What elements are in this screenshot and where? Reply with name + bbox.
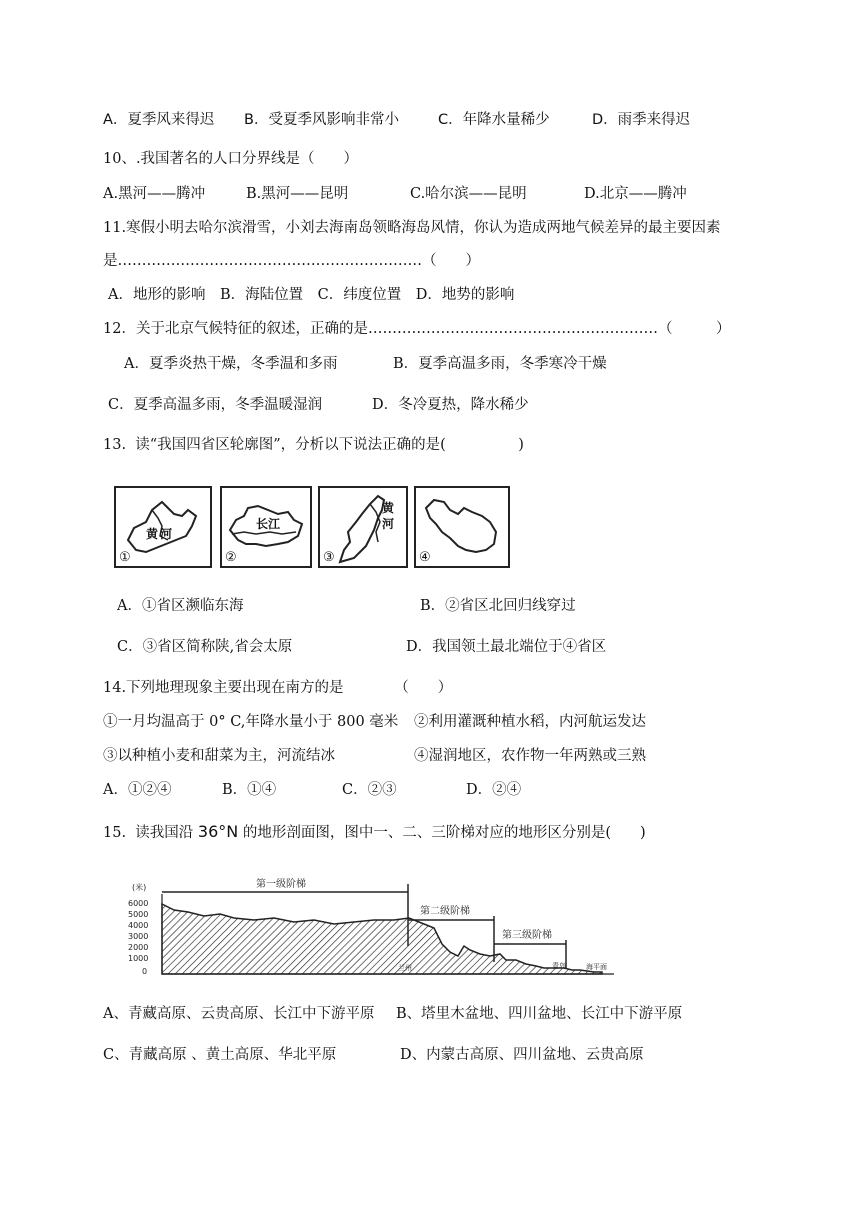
q14-item-3: ③以种植小麦和甜菜为主，河流结冰 bbox=[103, 748, 335, 764]
profile-y-tick-5000: 5000 bbox=[128, 910, 149, 919]
profile-step2-label: 第二级阶梯 bbox=[420, 906, 470, 917]
province-map-3 bbox=[318, 486, 408, 568]
q11-stem-line2: 是………………………………………………………（ ） bbox=[103, 253, 480, 269]
profile-y-tick-4000: 4000 bbox=[128, 921, 149, 930]
q14-option-c: C．②③ bbox=[342, 782, 397, 798]
q15-stem bbox=[103, 822, 646, 843]
map1-label-2: 河 bbox=[160, 527, 173, 541]
profile-y-tick-2000: 2000 bbox=[128, 943, 149, 952]
q13-option-b: B．②省区北回归线穿过 bbox=[420, 598, 576, 614]
q9-option-b: B．受夏季风影响非常小 bbox=[244, 112, 399, 128]
map3-label-2: 河 bbox=[382, 517, 395, 531]
q14-option-d: D．②④ bbox=[466, 782, 522, 798]
q9-option-c: C．年降水量稀少 bbox=[438, 112, 550, 128]
q10-option-d: D.北京——腾冲 bbox=[584, 186, 687, 202]
q12-option-c: C．夏季高温多雨，冬季温暖湿润 bbox=[108, 397, 323, 413]
q15-stem-pre: 15. 读我国沿 bbox=[103, 825, 198, 841]
q15-option-b: B、塔里木盆地、四川盆地、长江中下游平原 bbox=[396, 1006, 683, 1022]
profile-place-qingdao: 青岛 bbox=[552, 962, 566, 970]
q15-latitude: 36°N bbox=[197, 822, 239, 841]
q15-option-c: C、青藏高原 、黄土高原、华北平原 bbox=[103, 1047, 337, 1063]
q9-option-a: A．夏季风来得迟 bbox=[103, 112, 215, 128]
q12-option-b: B．夏季高温多雨，冬季寒冷干燥 bbox=[393, 356, 607, 372]
q13-option-a: A．①省区濒临东海 bbox=[117, 598, 244, 614]
q10-stem: 10、.我国著名的人口分界线是（ ） bbox=[103, 151, 359, 167]
q11-stem-line1: 11.寒假小明去哈尔滨滑雪，小刘去海南岛领略海岛风情，你认为造成两地气候差异的最主要因素 bbox=[103, 220, 721, 236]
q10-option-b: B.黑河——昆明 bbox=[246, 186, 349, 202]
q13-stem: 13. 读“我国四省区轮廓图”，分析以下说法正确的是( ) bbox=[103, 437, 524, 453]
q12-stem: 12．关于北京气候特征的叙述，正确的是……………………………………………………（ ） bbox=[103, 321, 731, 337]
map2-label: 长江 bbox=[256, 517, 281, 531]
q15-stem-post: 的地形剖面图，图中一、二、三阶梯对应的地形区分别是( ) bbox=[238, 825, 646, 841]
profile-place-lanzhou: 兰州 bbox=[398, 964, 412, 972]
province-map-1 bbox=[114, 486, 212, 568]
q13-option-c: C．③省区简称陕,省会太原 bbox=[117, 639, 293, 655]
q12-option-d: D．冬冷夏热，降水稀少 bbox=[372, 397, 529, 413]
profile-y-tick-3000: 3000 bbox=[128, 932, 149, 941]
q14-stem: 14.下列地理现象主要出现在南方的是 （ ） bbox=[103, 680, 453, 696]
profile-sea-level: 海平面 bbox=[586, 963, 607, 971]
profile-y-unit: (米) bbox=[132, 883, 147, 892]
q14-item-1: ①一月均温高于 0° C,年降水量小于 800 毫米 bbox=[103, 714, 399, 730]
q10-option-a: A.黑河——腾冲 bbox=[103, 186, 206, 202]
profile-y-tick-6000: 6000 bbox=[128, 899, 149, 908]
map1-label-1: 黄 bbox=[146, 527, 159, 541]
province-map-2 bbox=[220, 486, 312, 568]
map3-label-1: 黄 bbox=[382, 501, 395, 515]
terrain-profile-diagram bbox=[124, 876, 630, 982]
map4-number: ④ bbox=[419, 550, 431, 565]
profile-y-tick-1000: 1000 bbox=[128, 954, 149, 963]
q14-item-4: ④湿润地区，农作物一年两熟或三熟 bbox=[414, 748, 646, 764]
q15-option-d: D、内蒙古高原、四川盆地、云贵高原 bbox=[400, 1047, 644, 1063]
map3-number: ③ bbox=[323, 550, 335, 565]
map1-number: ① bbox=[119, 550, 131, 565]
profile-y-tick-0: 0 bbox=[142, 967, 148, 976]
q12-option-a: A．夏季炎热干燥，冬季温和多雨 bbox=[124, 356, 338, 372]
q14-option-a: A．①②④ bbox=[103, 782, 172, 798]
map2-number: ② bbox=[225, 550, 237, 565]
province-map-4 bbox=[414, 486, 510, 568]
profile-step1-label: 第一级阶梯 bbox=[256, 879, 306, 890]
q13-option-d: D．我国领土最北端位于④省区 bbox=[406, 639, 607, 655]
q14-option-b: B．①④ bbox=[222, 782, 277, 798]
q10-option-c: C.哈尔滨——昆明 bbox=[410, 186, 527, 202]
q15-option-a: A、青藏高原、云贵高原、长江中下游平原 bbox=[103, 1006, 375, 1022]
q11-options: A．地形的影响 B．海陆位置 C．纬度位置 D．地势的影响 bbox=[108, 287, 515, 303]
profile-step3-label: 第三级阶梯 bbox=[502, 930, 552, 941]
q9-option-d: D．雨季来得迟 bbox=[592, 112, 691, 128]
q14-item-2: ②利用灌溉种植水稻，内河航运发达 bbox=[414, 714, 646, 730]
